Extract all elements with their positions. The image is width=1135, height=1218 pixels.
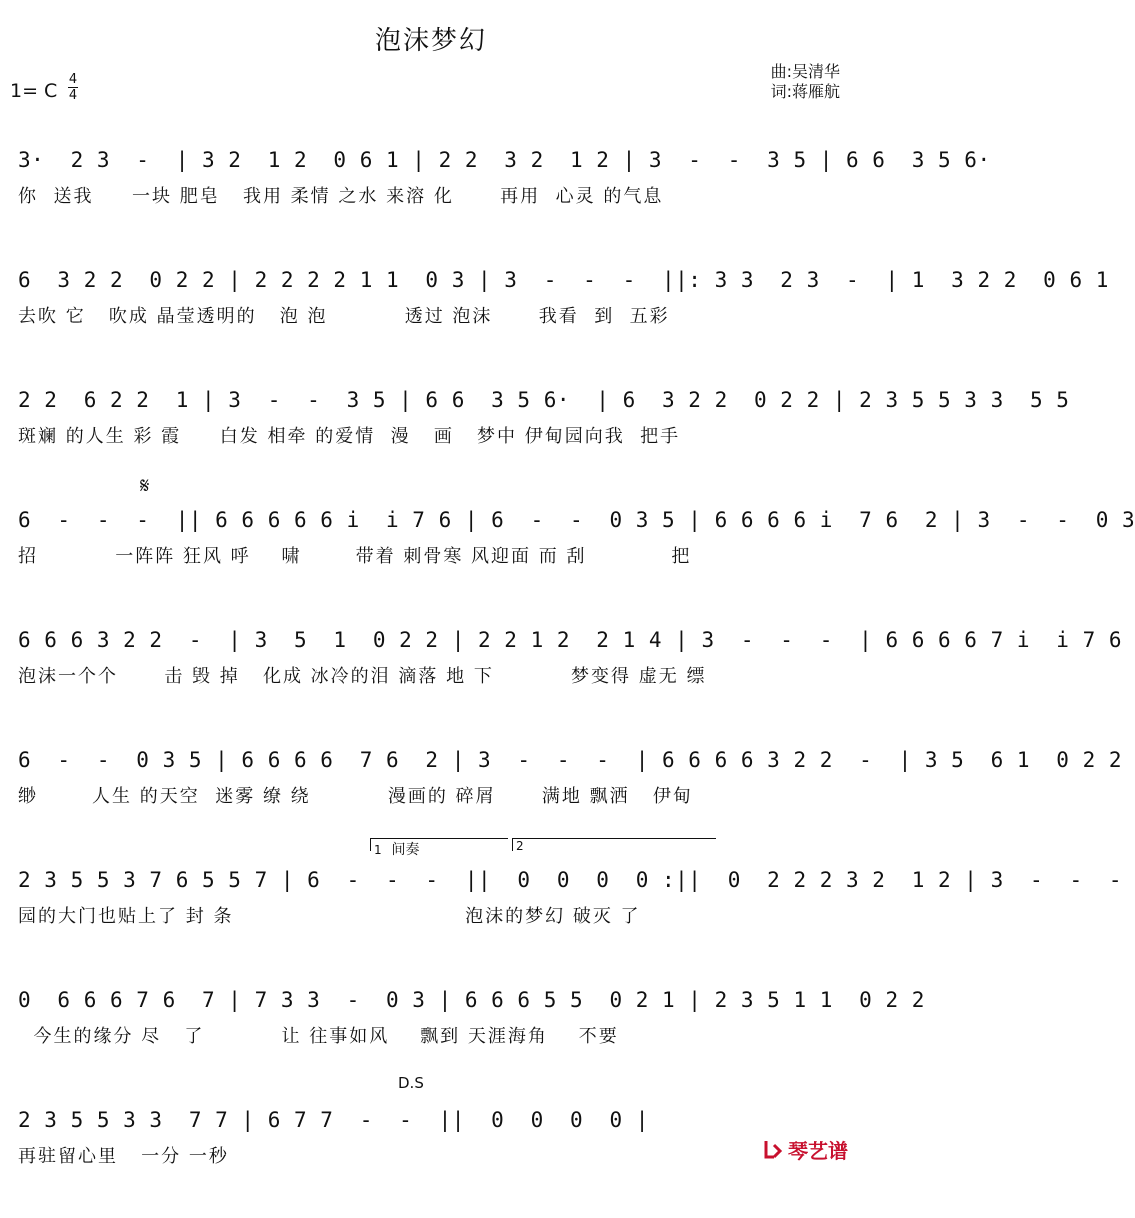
score-row (0, 628, 1123, 738)
score-row (0, 1108, 862, 1218)
notation-line: 6 6 6 3 2 2 - | 3 5 1 0 2 2 | 2 2 1 2 2 1 4 | 3 - - - | 6 6 6 6 7 i i 7 6 (18, 628, 1123, 652)
credits (771, 62, 840, 102)
logo-text: 琴艺谱 (788, 1139, 848, 1163)
time-signature-bottom: 4 (68, 88, 78, 103)
notation-line: 6 3 2 2 0 2 2 | 2 2 2 2 1 1 0 3 | 3 - - - ||: 3 3 2 3 - | 1 3 2 2 0 6 1 (18, 268, 1109, 292)
score-row (0, 508, 1135, 618)
lyricist-credit: 词:蒋雁航 (770, 82, 840, 101)
score-row (0, 148, 991, 258)
time-signature (68, 72, 78, 103)
notation-line: 2 2 6 2 2 1 | 3 - - 3 5 | 6 6 3 5 6· | 6 3 2 2 0 2 2 | 2 3 5 5 3 3 5 5 (18, 388, 1070, 412)
notation-line: 6 - - - || 6 6 6 6 6 i i 7 6 | 6 - - 0 3 5 | 6 6 6 6 i 7 6 2 | 3 - - 0 3 (18, 508, 1135, 532)
interlude-label: 间奏 (391, 842, 420, 858)
notation-line: 3· 2 3 - | 3 2 1 2 0 6 1 | 2 2 3 2 1 2 | 3 - - 3 5 | 6 6 3 5 6· (18, 148, 991, 172)
lyrics-line: 你 送我 一块 肥皂 我用 柔情 之水 来溶 化 再用 心灵 的气息 (18, 186, 664, 207)
lyrics-line: 再驻留心里 一分 一秒 (18, 1146, 229, 1167)
time-signature-top: 4 (68, 72, 78, 87)
lyrics-line: 泡沫一个个 击 毁 掉 化成 冰冷的泪 滴落 地 下 梦变得 虚无 缥 (18, 666, 707, 687)
volta-2-bracket (512, 838, 716, 851)
notation-line: 6 - - 0 3 5 | 6 6 6 6 7 6 2 | 3 - - - | 6 6 6 6 3 2 2 - | 3 5 6 1 0 2 2 (18, 748, 1123, 772)
volta-2-number: 2 (516, 839, 524, 853)
score-row (0, 268, 1109, 378)
score-row (0, 388, 1070, 498)
lyrics-line: 今生的缘分 尽 了 让 往事如风 飘到 天涯海角 不要 (18, 1026, 619, 1047)
site-logo (762, 1135, 848, 1164)
notation-line: 2 3 5 5 3 3 7 7 | 6 7 7 - - || 0 0 0 0 | (18, 1108, 649, 1132)
volta-1-number: 1 (374, 843, 382, 857)
song-title: 泡沫梦幻 (374, 26, 487, 56)
key-signature: 1= C (10, 80, 58, 102)
score-row (0, 988, 925, 1098)
score-row (0, 868, 1123, 978)
lyrics-line: 缈 人生 的天空 迷雾 缭 绕 漫画的 碎屑 满地 飘洒 伊甸 (18, 786, 693, 807)
music-note-icon (762, 1139, 784, 1161)
lyrics-line: 园的大门也贴上了 封 条 泡沫的梦幻 破灭 了 (18, 906, 641, 927)
composer-credit: 曲:吴清华 (770, 62, 840, 81)
lyrics-line: 去吹 它 吹成 晶莹透明的 泡 泡 透过 泡沫 我看 到 五彩 (18, 306, 670, 327)
lyrics-line: 斑斓 的人生 彩 霞 白发 相牵 的爱情 漫 画 梦中 伊甸园向我 把手 (18, 426, 681, 447)
notation-line: 0 6 6 6 7 6 7 | 7 3 3 - 0 3 | 6 6 6 5 5 0 2 1 | 2 3 5 1 1 0 2 2 (18, 988, 925, 1012)
segno-mark: 𝄋 (140, 474, 150, 499)
lyrics-line: 招 一阵阵 狂风 呼 啸 带着 刺骨寒 风迎面 而 刮 把 (18, 546, 692, 567)
notation-line: 2 3 5 5 3 7 6 5 5 7 | 6 - - - || 0 0 0 0 :|| 0 2 2 2 3 2 1 2 | 3 - - - (18, 868, 1123, 892)
ds-mark: D.S (398, 1074, 424, 1092)
volta-1-bracket (370, 838, 508, 858)
